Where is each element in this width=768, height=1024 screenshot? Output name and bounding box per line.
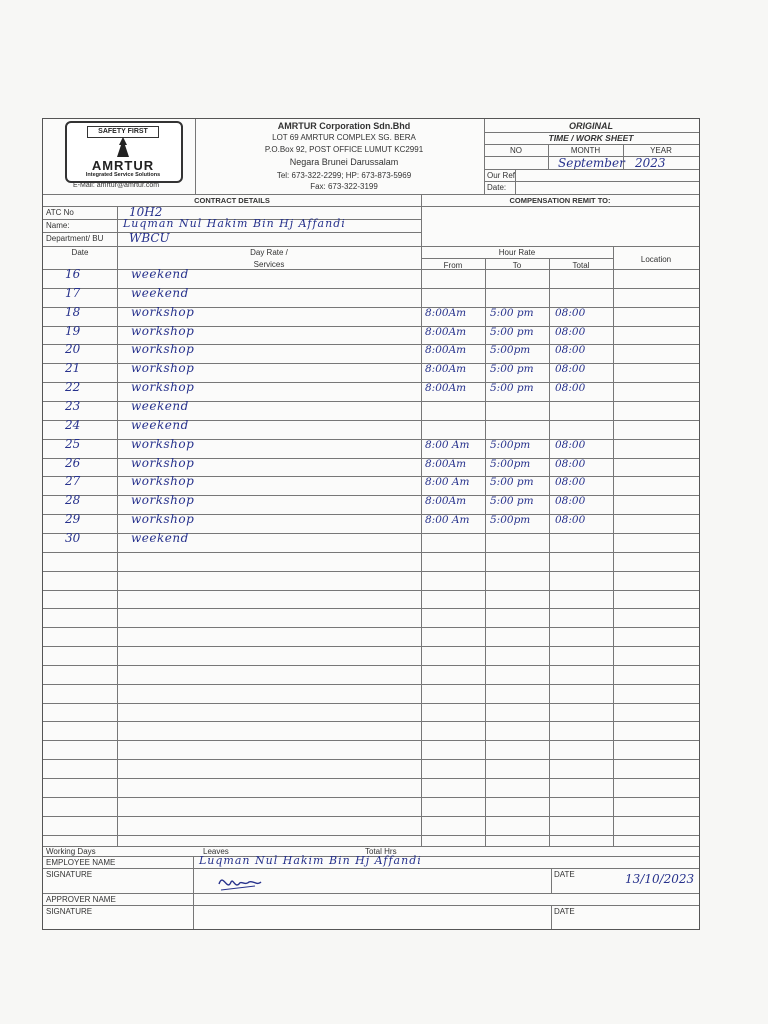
- safety-first-banner: SAFETY FIRST: [87, 126, 159, 138]
- employee-date-label: DATE: [554, 870, 575, 879]
- row-to: 5:00 pm: [490, 363, 534, 376]
- working-days-label: Working Days: [46, 847, 96, 856]
- row-service: workshop: [131, 361, 195, 376]
- row-date: 21: [65, 361, 81, 376]
- row-total: 08:00: [555, 514, 586, 527]
- row-to: 5:00pm: [490, 344, 531, 357]
- row-from: 8:00 Am: [425, 438, 470, 451]
- row-service: workshop: [131, 512, 195, 527]
- atc-label: ATC No: [46, 208, 74, 217]
- year-value: 2023: [635, 156, 666, 170]
- row-service: weekend: [131, 399, 189, 413]
- row-to: 5:00 pm: [490, 382, 534, 395]
- timesheet-form: [42, 118, 700, 930]
- row-date: 19: [65, 323, 81, 338]
- row-total: 08:00: [555, 382, 586, 395]
- row-date: 22: [65, 380, 81, 395]
- logo-tagline: Integrated Service Solutions: [85, 172, 161, 178]
- row-service: weekend: [131, 530, 189, 545]
- employee-signature: [215, 870, 265, 894]
- row-total: 08:00: [555, 325, 586, 338]
- row-date: 25: [65, 436, 81, 451]
- year-label: YEAR: [650, 146, 672, 155]
- row-date: 17: [65, 285, 81, 300]
- row-service: weekend: [131, 417, 189, 432]
- company-address-2: P.O.Box 92, POST OFFICE LUMUT KC2991: [264, 145, 424, 154]
- row-service: workshop: [131, 323, 195, 338]
- row-to: 5:00 pm: [490, 495, 534, 508]
- row-service: workshop: [131, 455, 195, 470]
- row-from: 8:00Am: [425, 306, 467, 319]
- col-to: To: [512, 261, 522, 270]
- row-service: workshop: [131, 493, 195, 508]
- signature-label: SIGNATURE: [46, 870, 93, 879]
- row-from: 8:00Am: [425, 363, 467, 376]
- col-from: From: [443, 261, 463, 270]
- row-service: workshop: [131, 436, 195, 451]
- row-service: workshop: [131, 380, 195, 395]
- row-date: 26: [65, 455, 81, 470]
- row-service: weekend: [131, 267, 189, 281]
- employee-name-value: Luqman Nul Hakim Bin Hj Affandi: [199, 854, 422, 867]
- row-to: 5:00pm: [490, 438, 531, 451]
- row-to: 5:00 pm: [490, 476, 534, 489]
- row-service: workshop: [131, 474, 195, 489]
- date-label: Date:: [487, 183, 507, 192]
- row-total: 08:00: [555, 363, 586, 376]
- row-date: 23: [65, 399, 81, 413]
- company-phones: Tel: 673-322-2299; HP: 673-873-5969: [276, 171, 412, 180]
- approver-signature-label: SIGNATURE: [46, 907, 93, 916]
- our-ref-label: Our Ref: [487, 171, 516, 180]
- col-total: Total: [572, 261, 590, 270]
- month-label: MONTH: [570, 146, 601, 155]
- no-label: NO: [510, 146, 522, 155]
- row-service: weekend: [131, 285, 189, 300]
- row-total: 08:00: [555, 495, 586, 508]
- col-date: Date: [71, 248, 89, 257]
- contract-details-heading: CONTRACT DETAILS: [194, 196, 270, 205]
- atc-value: 10H2: [129, 205, 163, 219]
- leaves-label: Leaves: [203, 847, 229, 856]
- company-address-1: LOT 69 AMRTUR COMPLEX SG. BERA: [272, 133, 416, 142]
- company-logo: [65, 121, 183, 183]
- row-date: 20: [65, 342, 81, 357]
- row-total: 08:00: [555, 344, 586, 357]
- name-label: Name:: [46, 221, 70, 230]
- row-from: 8:00 Am: [425, 476, 470, 489]
- row-from: 8:00Am: [425, 495, 467, 508]
- department-label: Department/ BU: [46, 234, 104, 243]
- row-to: 5:00pm: [490, 514, 531, 527]
- company-name: AMRTUR Corporation Sdn.Bhd: [277, 121, 411, 131]
- row-date: 27: [65, 474, 81, 489]
- row-from: 8:00Am: [425, 382, 467, 395]
- row-total: 08:00: [555, 438, 586, 451]
- logo-brand: AMRTUR: [91, 158, 155, 173]
- approver-date-label: DATE: [554, 907, 575, 916]
- row-from: 8:00Am: [425, 457, 467, 470]
- row-date: 30: [65, 530, 81, 545]
- compensation-heading: COMPENSATION REMIT TO:: [509, 196, 611, 205]
- row-total: 08:00: [555, 306, 586, 319]
- company-fax: Fax: 673-322-3199: [310, 182, 378, 191]
- sheet-title: TIME / WORK SHEET: [548, 133, 634, 143]
- row-date: 18: [65, 304, 81, 319]
- name-value: Luqman Nul Hakim Bin Hj Affandi: [123, 217, 346, 230]
- month-value: September: [558, 156, 625, 170]
- company-address-3: Negara Brunei Darussalam: [289, 157, 399, 167]
- row-from: 8:00Am: [425, 344, 467, 357]
- row-total: 08:00: [555, 476, 586, 489]
- row-to: 5:00 pm: [490, 325, 534, 338]
- company-email: E-Mail: amrtur@amrtur.com: [73, 182, 160, 189]
- row-total: 08:00: [555, 457, 586, 470]
- tower-icon: [113, 137, 133, 159]
- approver-name-label: APPROVER NAME: [46, 895, 116, 904]
- department-value: WBCU: [129, 231, 170, 245]
- employee-date-value: 13/10/2023: [625, 872, 695, 886]
- row-from: 8:00Am: [425, 325, 467, 338]
- row-from: 8:00 Am: [425, 514, 470, 527]
- original-label: ORIGINAL: [569, 121, 613, 131]
- row-date: 24: [65, 417, 81, 432]
- col-hour-rate: Hour Rate: [498, 248, 536, 257]
- row-to: 5:00 pm: [490, 306, 534, 319]
- employee-name-label: EMPLOYEE NAME: [46, 858, 116, 867]
- col-day-rate: Day Rate /: [250, 248, 288, 257]
- row-date: 28: [65, 493, 81, 508]
- row-to: 5:00pm: [490, 457, 531, 470]
- total-hrs-label: Total Hrs: [365, 847, 397, 856]
- row-service: workshop: [131, 342, 195, 357]
- col-services: Services: [253, 260, 285, 269]
- row-date: 16: [65, 267, 81, 281]
- row-date: 29: [65, 512, 81, 527]
- col-location: Location: [640, 255, 672, 264]
- row-service: workshop: [131, 304, 195, 319]
